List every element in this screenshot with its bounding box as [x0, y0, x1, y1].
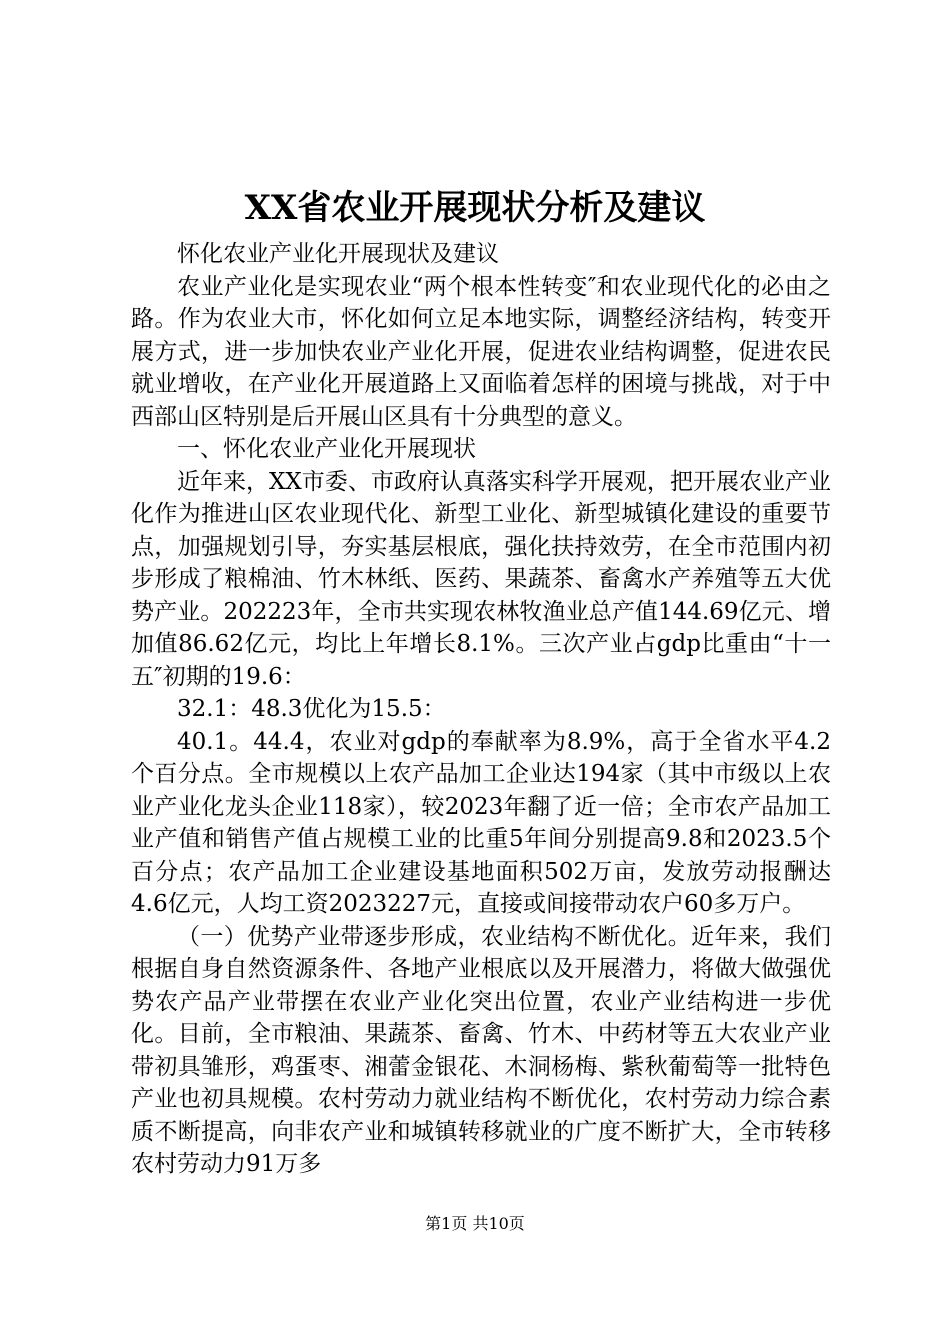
section-heading: 一、怀化农业产业化开展现状 — [177, 436, 476, 462]
intro-paragraph: 农业产业化是实现农业“两个根本性转变″和农业现代化的必由之路。作为农业大市，怀化如何立足本地实际，调整经济结构，转变开展方式，进一步加快农业产业化开展，促进农业结构调整，促进农民就业增收，在产业化开展道路上又面临着怎样的困境与挑战，对于中西部山区特别是后开展山区具有十分典型的意义。 — [131, 273, 831, 430]
body-paragraph: 40.1。44.4，农业对gdp的奉献率为8.9%，高于全省水平4.2个百分点。全市规模以上农产品加工企业达194家（其中市级以上农业产业化龙头企业118家），较2023年翻了近一倍；全市农产品加工业产值和销售产值占规模工业的比重5年间分别提高9.8和2023.5个百分点；农产品加工企业建设基地面积502万亩，发放劳动报酬达4.6亿元，人均工资2023227元，直接或间接带动农户60多万户。 — [131, 728, 831, 917]
body-paragraph: 32.1：48.3优化为15.5： — [177, 696, 446, 722]
body-paragraph: （一）优势产业带逐步形成，农业结构不断优化。近年来，我们根据自身自然资源条件、各地产业根底以及开展潜力，将做大做强优势农产品产业带摆在农业产业化突出位置，农业产业结构进一步优化。目前，全市粮油、果蔬茶、畜禽、竹木、中药材等五大农业产业带初具雏形，鸡蛋枣、湘蕾金银花、木洞杨梅、紫秋葡萄等一批特色产业也初具规模。农村劳动力就业结构不断优化，农村劳动力综合素质不断提高，向非农产业和城镇转移就业的广度不断扩大，全市转移农村劳动力91万多 — [131, 923, 831, 1177]
body-paragraph: 近年来，XX市委、市政府认真落实科学开展观，把开展农业产业化作为推进山区农业现代化、新型工业化、新型城镇化建设的重要节点，加强规划引导，夯实基层根底，强化扶持效劳，在全市范围内初步形成了粮棉油、竹木林纸、医药、果蔬茶、畜禽水产养殖等五大优势产业。202223年，全市共实现农林牧渔业总产值144.69亿元、增加值86.62亿元，均比上年增长8.1%。三次产业占gdp比重由“十一五″初期的19.6： — [131, 468, 831, 690]
page-footer: 第1页 共10页 — [425, 1214, 525, 1233]
subtitle-paragraph: 怀化农业产业化开展现状及建议 — [177, 241, 499, 267]
document-body — [131, 238, 831, 1181]
document-title: XX省农业开展现状分析及建议 — [244, 188, 706, 228]
